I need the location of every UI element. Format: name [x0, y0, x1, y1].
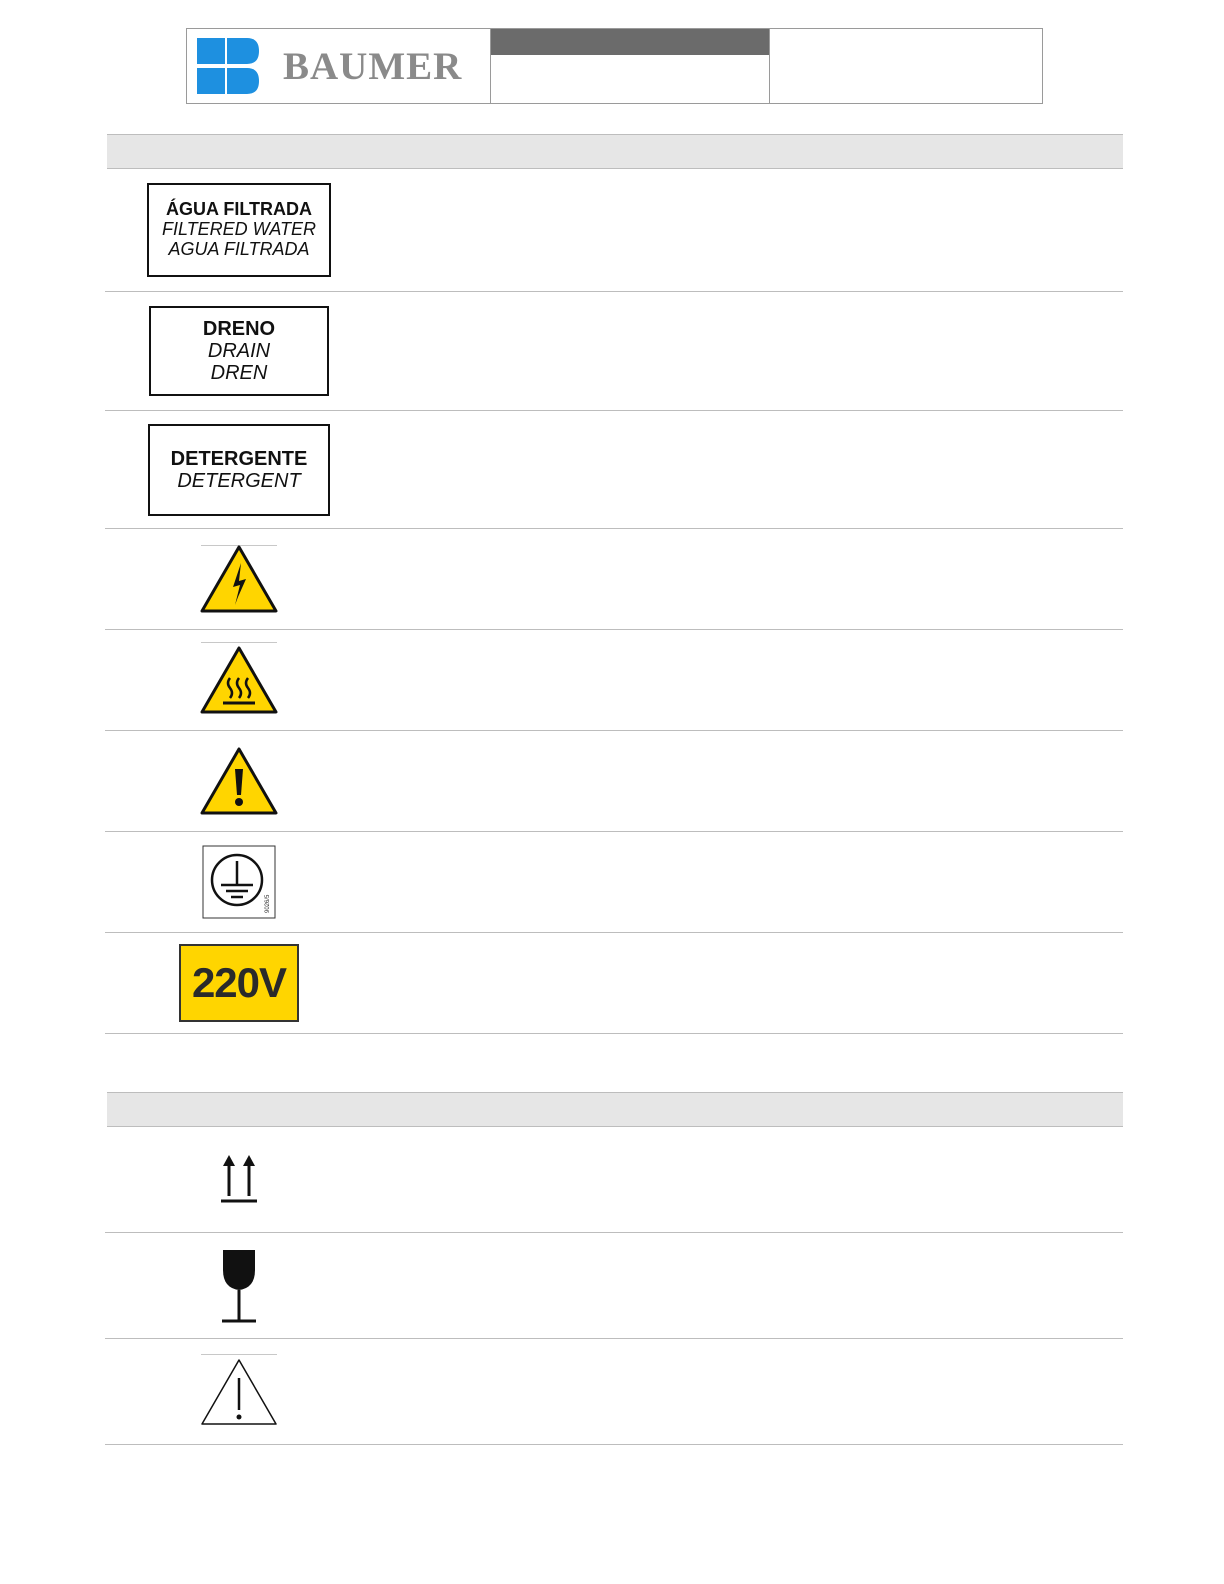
symbol-cell	[139, 411, 339, 528]
general-warning-icon	[199, 745, 279, 817]
brand-name: BAUMER	[283, 44, 463, 88]
filtered-water-label	[147, 183, 331, 277]
label-pt: DRENO	[202, 318, 276, 340]
symbol-cell	[139, 1127, 339, 1232]
caution-outline-icon	[199, 1356, 279, 1428]
fragile-icon	[219, 1246, 259, 1326]
symbol-cell	[139, 630, 339, 730]
ground-code: 9026/5	[265, 894, 271, 913]
voltage-label: 220V	[179, 944, 299, 1022]
detergent-label	[148, 424, 330, 516]
header-title-cell	[491, 29, 770, 103]
table-row	[105, 832, 1123, 933]
table-row	[105, 169, 1123, 292]
table-row	[105, 1339, 1123, 1445]
hot-surface-warning-icon	[199, 644, 279, 716]
this-way-up-icon	[219, 1154, 259, 1206]
symbol-cell	[139, 292, 339, 410]
label-en: DRAIN	[207, 340, 271, 362]
label-es: AGUA FILTRADA	[168, 238, 310, 259]
label-pt: DETERGENTE	[170, 447, 308, 470]
label-en: DETERGENT	[177, 469, 301, 492]
symbol-cell	[139, 169, 339, 291]
table-header-band	[107, 1092, 1123, 1127]
table-row	[105, 933, 1123, 1034]
table-row	[105, 529, 1123, 630]
header-title-bar	[491, 29, 769, 55]
table-row	[105, 411, 1123, 529]
label-pt: ÁGUA FILTRADA	[166, 199, 312, 220]
header-info-cell	[770, 29, 1042, 103]
table-row	[105, 1233, 1123, 1339]
label-en: FILTERED WATER	[161, 219, 316, 240]
symbol-cell	[139, 529, 339, 629]
baumer-logo-icon	[197, 38, 259, 94]
table-row	[105, 630, 1123, 731]
drain-label	[149, 306, 329, 396]
brand-logo	[187, 29, 491, 103]
electric-shock-warning-icon	[199, 543, 279, 615]
document-header	[186, 28, 1043, 104]
table-header-band	[107, 134, 1123, 169]
label-es: DREN	[210, 362, 268, 384]
table-row	[105, 1127, 1123, 1233]
symbol-cell	[139, 933, 339, 1033]
symbol-cell	[139, 1233, 339, 1338]
symbol-cell	[139, 832, 339, 932]
table-row	[105, 731, 1123, 832]
symbol-cell	[139, 1339, 339, 1444]
protective-earth-icon	[202, 845, 276, 919]
symbol-cell	[139, 731, 339, 831]
table-row	[105, 292, 1123, 411]
